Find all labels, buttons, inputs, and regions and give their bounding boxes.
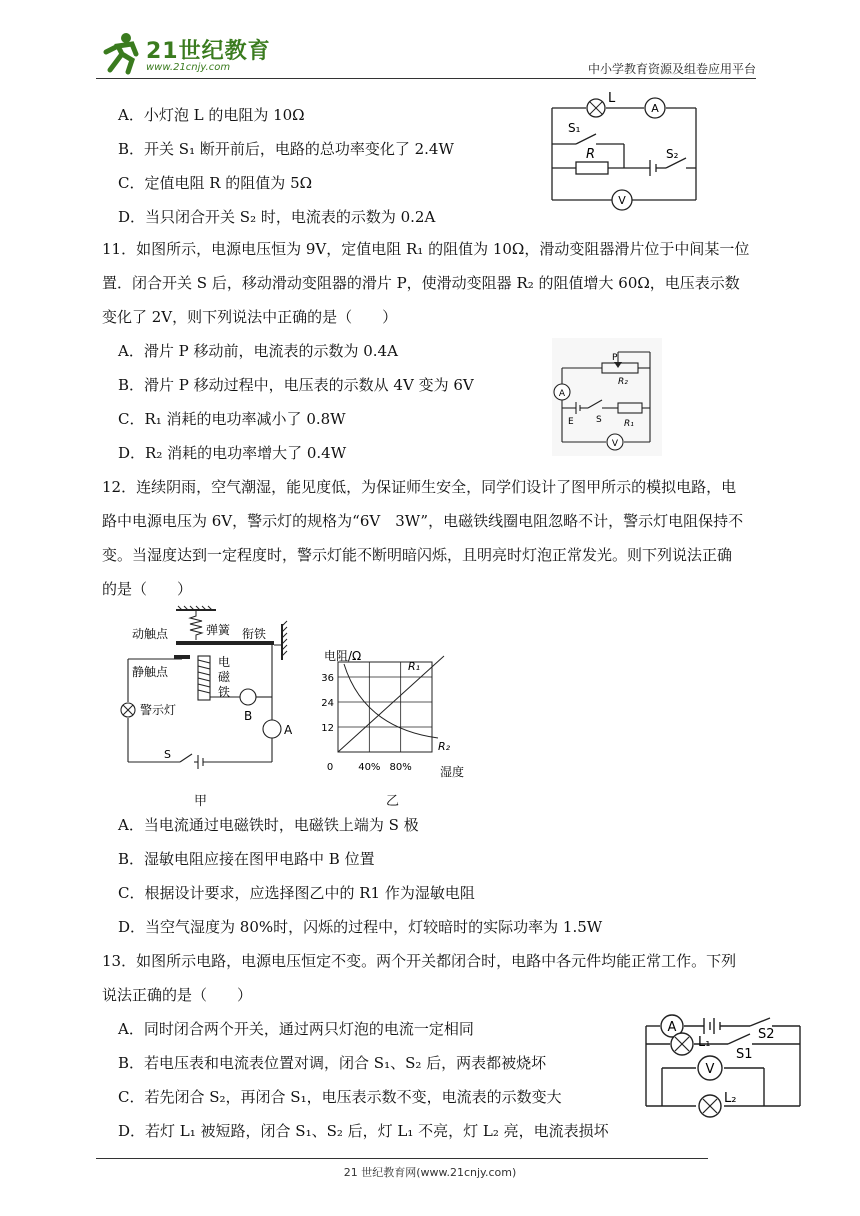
- q12-yi-ylabel: 电阻/Ω: [324, 649, 362, 663]
- yi-frame: [338, 662, 432, 752]
- q13-stem-line-2: 说法正确的是（ ）: [102, 986, 253, 1004]
- footer-divider: [96, 1158, 708, 1159]
- electromagnet-label-3: 铁: [218, 685, 231, 699]
- position-a-icon: [263, 720, 281, 738]
- q11-voltmeter-label: V: [611, 439, 619, 449]
- q11-s-label: S: [596, 415, 602, 425]
- q13-stem-line-1: 13．如图所示电路，电源电压恒定不变。两个开关都闭合时，电路中各元件均能正常工作。下列: [102, 952, 737, 970]
- q13-ammeter-label: A: [667, 1020, 677, 1035]
- q10-ammeter-label: A: [651, 102, 659, 115]
- wall-hatch-icon: [282, 621, 287, 660]
- q12-stem-line-3: 变。当湿度达到一定程度时，警示灯能不断明暗闪烁，且明亮时灯泡正常发光。则下列说法正确: [102, 546, 733, 564]
- q13-lamp-l2-icon: [699, 1095, 721, 1117]
- q11-option-d: D．R₂ 消耗的电功率增大了 0.4W: [118, 444, 347, 462]
- q10-circuit-diagram: [540, 88, 710, 218]
- static-contact-label: 静触点: [132, 665, 169, 679]
- q13-l1-label: L₁: [698, 1035, 711, 1050]
- q10-voltmeter-label: V: [618, 194, 626, 207]
- q13-option-d: D．若灯 L₁ 被短路，闭合 S₁、S₂ 后，灯 L₁ 不亮，灯 L₂ 亮，电流表损坏: [118, 1122, 609, 1140]
- q10-option-c: C．定值电阻 R 的阻值为 5Ω: [118, 174, 313, 192]
- q12-stem-line-2: 路中电源电压为 6V，警示灯的规格为“6V 3W”，电磁铁线圈电阻忽略不计，警示灯电阻保持不: [102, 512, 744, 530]
- switch-s-label: S: [164, 748, 171, 761]
- moving-contact-label: 动触点: [132, 627, 169, 641]
- yi-x-tick-label: 80%: [389, 762, 412, 773]
- q11-option-a: A．滑片 P 移动前，电流表的示数为 0.4A: [118, 342, 398, 360]
- q13-s1-label: S1: [736, 1047, 753, 1062]
- armature-bar: [176, 641, 274, 645]
- logo-url: www.21cnjy.com: [146, 62, 231, 73]
- spring-label: 弹簧: [206, 623, 231, 637]
- q10-option-d: D．当只闭合开关 S₂ 时，电流表的示数为 0.2A: [118, 208, 436, 226]
- q10-option-b: B．开关 S₁ 断开前后，电路的总功率变化了 2.4W: [118, 140, 454, 158]
- q11-option-b: B．滑片 P 移动过程中，电压表的示数从 4V 变为 6V: [118, 376, 474, 394]
- q13-l2-label: L₂: [724, 1091, 737, 1106]
- yi-x-tick-label: 40%: [358, 762, 381, 773]
- q10-r-label: R: [586, 147, 596, 162]
- q11-ammeter-label: A: [558, 389, 566, 399]
- q12-yi-ticks: [321, 673, 412, 773]
- q11-stem-line-3: 变化了 2V，则下列说法中正确的是（ ）: [102, 308, 398, 326]
- header-divider: [96, 78, 756, 79]
- electromagnet-label-2: 磁: [218, 670, 231, 684]
- q12-fig-jia-circuit: [110, 604, 310, 780]
- q12-stem-line-4: 的是（ ）: [102, 580, 193, 598]
- logo-text: 21世纪教育: [146, 39, 271, 64]
- yi-y-tick-label: 24: [321, 698, 334, 709]
- warning-lamp-icon: [121, 703, 135, 717]
- q13-lamp-l1-icon: [671, 1033, 693, 1055]
- position-b-icon: [240, 689, 256, 705]
- q12-yi-xlabel: 湿度: [440, 765, 465, 779]
- q12-option-b: B．湿敏电阻应接在图甲电路中 B 位置: [118, 850, 375, 868]
- q11-stem-line-1: 11．如图所示，电源电压恒为 9V，定值电阻 R₁ 的阻值为 10Ω，滑动变阻器滑片位于中间某一位: [102, 240, 750, 258]
- q10-s2-label: S₂: [666, 147, 679, 161]
- q12-yi-grid: [338, 662, 432, 752]
- q12-yi-curves: [338, 656, 444, 752]
- q12-fig-jia-caption: 甲: [194, 794, 208, 809]
- q12-fig-yi-caption: 乙: [386, 794, 400, 809]
- q12-yi-r1-label: R₁: [408, 660, 421, 673]
- q11-r1-label: R₁: [624, 419, 634, 429]
- header-platform-name: 中小学教育资源及组卷应用平台: [587, 62, 756, 76]
- yi-x-tick-label: 0: [326, 762, 334, 773]
- q13-option-a: A．同时闭合两个开关，通过两只灯泡的电流一定相同: [118, 1020, 474, 1038]
- position-b-label: B: [244, 709, 253, 723]
- q10-resistor-r: [576, 162, 608, 174]
- static-contact: [174, 655, 190, 659]
- yi-y-tick-label: 12: [321, 723, 334, 734]
- yi-y-tick-label: 36: [321, 673, 334, 684]
- q13-voltmeter-label: V: [705, 1062, 715, 1077]
- q12-option-d: D．当空气湿度为 80%时，闪烁的过程中，灯较暗时的实际功率为 1.5W: [118, 918, 603, 936]
- q12-option-c: C．根据设计要求，应选择图乙中的 R1 作为湿敏电阻: [118, 884, 475, 902]
- warning-lamp-label: 警示灯: [140, 703, 177, 717]
- q10-lamp-icon: [587, 99, 605, 117]
- q13-s2-label: S2: [758, 1027, 775, 1042]
- q10-lamp-label: L: [608, 91, 616, 106]
- q12-fig-yi-chart: [316, 644, 476, 784]
- q12-stem-line-1: 12．连续阴雨，空气潮湿，能见度低，为保证师生安全，同学们设计了图甲所示的模拟电路，电: [102, 478, 737, 496]
- footer-text: 21 世纪教育网(www.21cnjy.com): [343, 1166, 517, 1179]
- runner-logo-icon: [96, 30, 146, 76]
- q11-circuit-diagram: [552, 338, 662, 456]
- q10-s1-label: S₁: [568, 121, 581, 135]
- q11-p-label: P: [612, 353, 618, 363]
- q13-option-b: B．若电压表和电流表位置对调，闭合 S₁、S₂ 后，两表都被烧坏: [118, 1054, 547, 1072]
- ceiling-hatch-icon: [176, 606, 216, 610]
- q10-option-a: A．小灯泡 L 的电阻为 10Ω: [118, 106, 305, 124]
- spring-icon: [190, 610, 202, 640]
- q12-yi-r2-label: R₂: [438, 740, 451, 753]
- q13-option-c: C．若先闭合 S₂，再闭合 S₁，电压表示数不变，电流表的示数变大: [118, 1088, 562, 1106]
- electromagnet-label-1: 电: [218, 655, 231, 669]
- q11-option-c: C．R₁ 消耗的电功率减小了 0.8W: [118, 410, 346, 428]
- q13-circuit-diagram: [640, 1012, 810, 1126]
- q11-e-label: E: [568, 417, 574, 427]
- q12-option-a: A．当电流通过电磁铁时，电磁铁上端为 S 极: [118, 816, 419, 834]
- q11-stem-line-2: 置．闭合开关 S 后，移动滑动变阻器的滑片 P，使滑动变阻器 R₂ 的阻值增大 60Ω，电压表示数: [102, 274, 740, 292]
- q11-r2-label: R₂: [618, 377, 628, 387]
- position-a-label: A: [284, 723, 293, 737]
- armature-label: 衔铁: [242, 627, 267, 641]
- electromagnet-coil-icon: [198, 660, 210, 693]
- yi-series-r1: [338, 656, 444, 752]
